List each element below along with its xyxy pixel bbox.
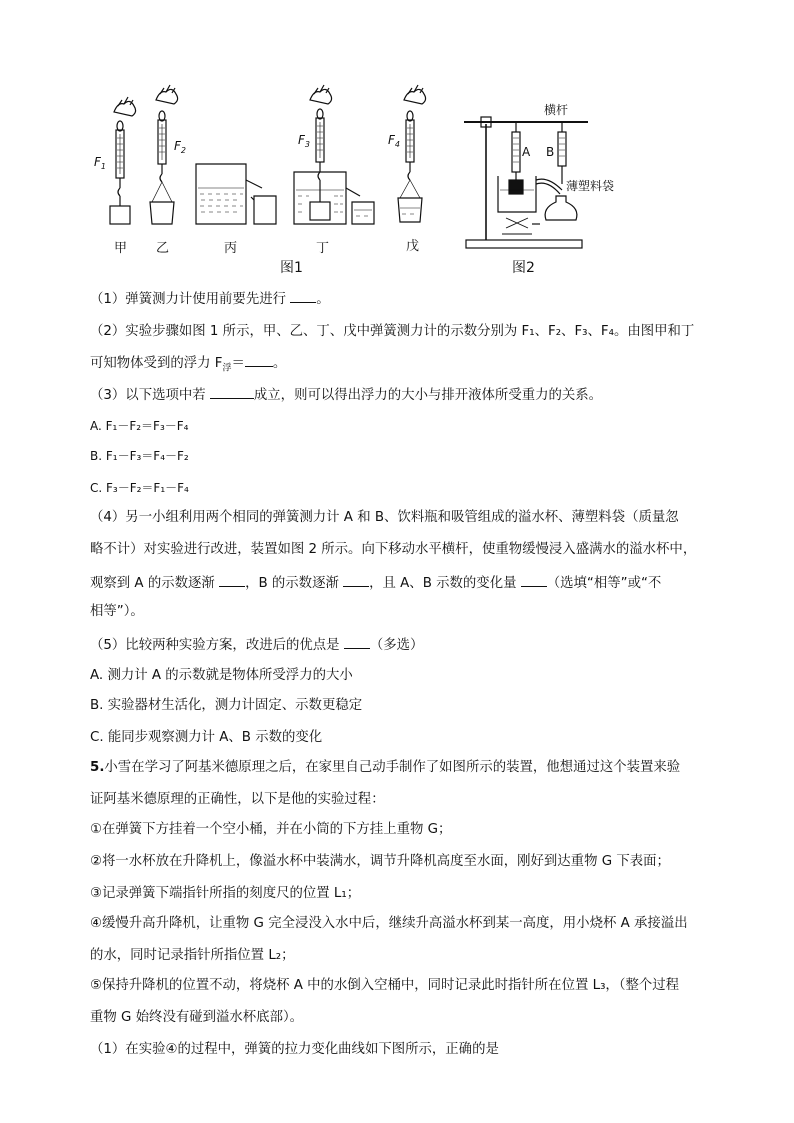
q3-option-b: B. F₁－F₃＝F₄－F₂ [90, 449, 189, 463]
p5-step5-line1: ⑤保持升降机的位置不动，将烧杯 A 中的水倒入空桶中，同时记录此时指针所在位置 L₃，（整个过程 [90, 978, 680, 993]
setup-wu [398, 85, 426, 222]
p5-sub1: （1）在实验④的过程中，弹簧的拉力变化曲线如下图所示，正确的是 [90, 1042, 499, 1057]
label-jia: 甲 [114, 241, 128, 256]
q3-text-end: 成立，则可以得出浮力的大小与排开液体所受重力的关系。 [253, 388, 603, 403]
q1-blank[interactable] [290, 288, 316, 303]
label-f3: $F_3$ [298, 133, 310, 149]
q1-line [90, 288, 330, 310]
q4-line2: 略不计）对实验进行改进，装置如图 2 所示。向下移动水平横杆，使重物缓慢浸入盛满水的溢水杯中， [90, 542, 697, 557]
q5-end: （多选） [369, 638, 424, 653]
setup-ding [294, 85, 374, 224]
experiment-figures [88, 84, 628, 284]
q4-text-d: （选填“相等”或“不 [546, 576, 662, 591]
p5-line1 [90, 758, 680, 778]
label-f1: $F_1$ [94, 155, 106, 171]
q1-text: （1）弹簧测力计使用前要先进行 [90, 292, 291, 307]
p5-line2: 证阿基米德原理的正确性，以下是他的实验过程： [90, 792, 385, 807]
label-b: B [546, 145, 555, 159]
q5-option-a: A. 测力计 A 的示数就是物体所受浮力的大小 [90, 668, 353, 683]
p5-step3: ③记录弹簧下端指针所指的刻度尺的位置 L₁； [90, 886, 361, 901]
q2-sub: 浮 [222, 363, 232, 374]
q3-line [90, 384, 602, 406]
q4-blank-c[interactable] [521, 572, 547, 587]
fig2-caption: 图2 [512, 260, 535, 276]
p5-text: 小雪在学习了阿基米德原理之后，在家里自己动手制作了如图所示的装置，他想通过这个装置来验 [104, 760, 681, 775]
q5-blank[interactable] [344, 634, 370, 649]
problem-number: 5. [90, 760, 105, 775]
label-a: A [522, 145, 531, 159]
q2-eq: ＝ [231, 356, 245, 371]
q5-text: （5）比较两种实验方案，改进后的优点是 [90, 638, 344, 653]
q4-line4: 相等”）。 [90, 604, 144, 619]
q4-text-a: 观察到 A 的示数逐渐 [90, 576, 220, 591]
q3-option-a: A. F₁－F₂＝F₃－F₄ [90, 419, 189, 433]
q3-text: （3）以下选项中若 [90, 388, 210, 403]
setup-bing [196, 164, 276, 224]
p5-step4-line1: ④缓慢升高升降机，让重物 G 完全浸没入水中后，继续升高溢水杯到某一高度，用小烧杯 A 承接溢出 [90, 916, 688, 931]
q1-end: 。 [316, 292, 330, 307]
q2-line1: （2）实验步骤如图 1 所示，甲、乙、丁、戊中弹簧测力计的示数分别为 F₁、F₂、F₃、F₄。由图甲和丁 [90, 324, 695, 339]
q5-option-c: C. 能同步观察测力计 A、B 示数的变化 [90, 730, 323, 745]
q3-blank[interactable] [210, 384, 254, 399]
label-f4: $F_4$ [388, 133, 400, 149]
q4-blank-b[interactable] [343, 572, 369, 587]
label-yi: 乙 [156, 241, 170, 256]
q4-line1: （4）另一小组利用两个相同的弹簧测力计 A 和 B、饮料瓶和吸管组成的溢水杯、薄塑料袋（质量忽 [90, 510, 679, 525]
q4-text-b: ，B 的示数逐渐 [245, 576, 344, 591]
q3-option-c: C. F₃－F₂＝F₁－F₄ [90, 481, 189, 495]
label-ding: 丁 [316, 241, 330, 256]
label-bing: 丙 [224, 241, 238, 256]
p5-step2: ②将一水杯放在升降机上，像溢水杯中装满水，调节升降机高度至水面，刚好到达重物 G 下表面； [90, 854, 670, 869]
label-f2: $F_2$ [174, 139, 186, 155]
fig1-caption: 图1 [280, 260, 303, 276]
q5-line [90, 634, 423, 656]
p5-step1: ①在弹簧下方挂着一个空小桶，并在小筒的下方挂上重物 G； [90, 822, 452, 837]
q4-text-c: ，且 A、B 示数的变化量 [369, 576, 521, 591]
setup-jia [110, 97, 136, 224]
q2-line2 [90, 352, 286, 379]
label-crossbar: 横杆 [544, 103, 569, 117]
p5-step5-line2: 重物 G 始终没有碰到溢水杯底部）。 [90, 1010, 304, 1025]
label-bag: 薄塑料袋 [566, 179, 615, 193]
experiment-diagram [88, 84, 628, 284]
q5-option-b: B. 实验器材生活化，测力计固定、示数更稳定 [90, 698, 363, 713]
q2-text: 可知物体受到的浮力 F [90, 356, 223, 371]
q2-blank[interactable] [245, 352, 273, 367]
q4-blank-a[interactable] [219, 572, 245, 587]
setup-yi [150, 85, 178, 224]
label-wu: 戊 [406, 239, 420, 254]
p5-step4-line2: 的水，同时记录指针所指位置 L₂； [90, 948, 295, 963]
q2-end: 。 [272, 356, 287, 371]
q4-line3 [90, 572, 661, 594]
